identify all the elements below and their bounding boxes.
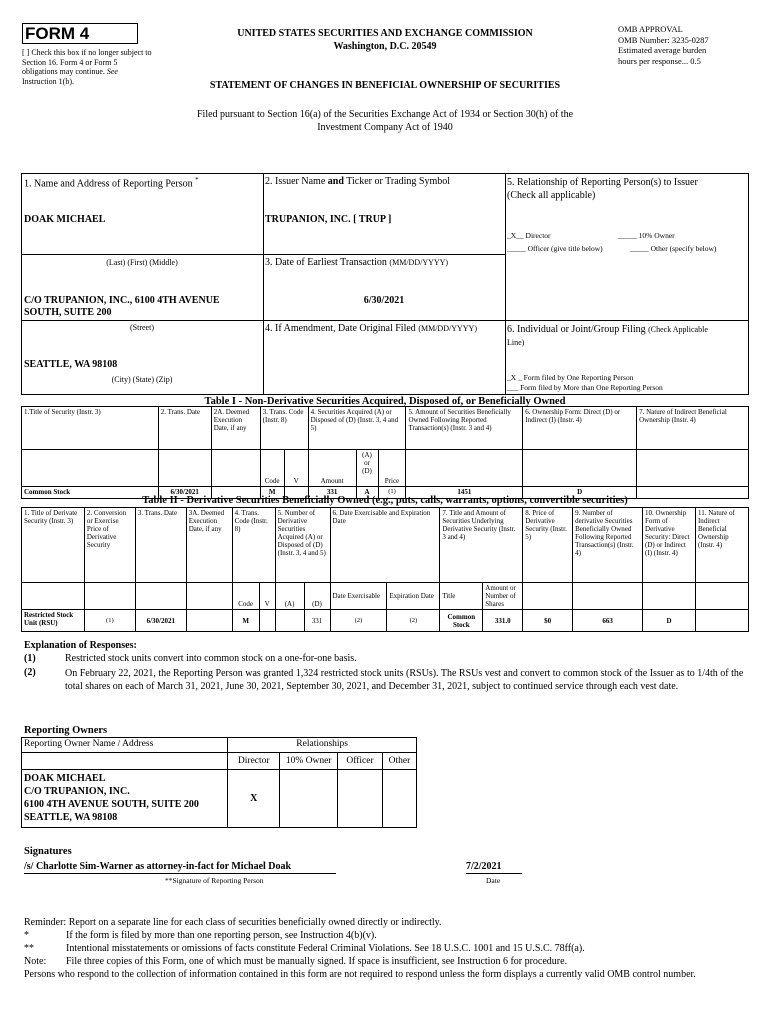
reporting-person-name: DOAK MICHAEL [24,214,106,225]
t2-h4: 4. Trans. Code (Instr. 8) [232,508,275,583]
owners-col-officer: Officer [338,753,383,770]
filed-line-1: Filed pursuant to Section 16(a) of the Securities Exchange Act of 1934 or Section 30(h) of the [196,109,574,120]
omb-line-3: Estimated average burden [618,45,707,56]
t2-sub-exercisable: Date Exercisable [330,583,387,610]
t1-h4: 4. Securities Acquired (A) or Disposed of (D) (Instr. 3, 4 and 5) [308,407,406,450]
t2-h8: 8. Price of Derivative Security (Instr. 5) [523,508,573,583]
t2-code: M [232,610,259,632]
explanation-heading: Explanation of Responses: [24,640,137,651]
box6-label: 6. Individual or Joint/Group Filing (Check Applicable Line) [507,324,708,347]
t2-h7: 7. Title and Amount of Securities Underlying Derivative Security (Instr. 3 and 4) [440,508,523,583]
owners-table [21,737,417,828]
signer-caption: **Signature of Reporting Person [165,876,264,885]
owners-col-director: Director [228,753,280,770]
t2-sub-title: Title [440,583,483,610]
t2-h9: 9. Number of derivative Securities Beneficially Owned Following Reported Transaction(s) (Instr. 4) [573,508,643,583]
owner-line-4: SEATTLE, WA 98108 [24,812,118,823]
t2-date: 6/30/2021 [135,610,186,632]
box5-label: 5. Relationship of Reporting Person(s) to Issuer (Check all applicable) [507,177,698,201]
t1-date: 6/30/2021 [158,487,211,499]
street-caption: (Street) [130,323,154,332]
t2-sub-expiration: Expiration Date [387,583,440,610]
t1-h2a: 2A. Deemed Execution Date, if any [211,407,260,450]
name-caption: (Last) (First) (Middle) [106,258,178,267]
t2-under-title: Common Stock [440,610,483,632]
t2-h3a: 3A. Deemed Execution Date, if any [186,508,232,583]
t2-sub-code: Code [232,583,259,610]
t1-h2: 2. Trans. Date [158,407,211,450]
t1-sub-amount: Amount [308,450,356,487]
footer [24,916,752,981]
date-caption: Date [486,876,501,885]
check-box-text: [ ] Check this box if no longer subject to Section 16. Form 4 or Form 5 obligations may continue. [22,48,152,77]
owner-line-3: 6100 4TH AVENUE SOUTH, SUITE 200 [24,799,199,810]
owners-col-relationships: Relationships [228,738,417,753]
t2-h3: 3. Trans. Date [135,508,186,583]
agency-city: Washington, D.C. 20549 [333,41,437,52]
t2-h10: 10. Ownership Form of Derivative Security: Direct (D) or Indirect (I) (Instr. 4) [643,508,696,583]
t2-title: Restricted Stock Unit (RSU) [22,610,85,632]
check-box-instr: Instruction 1(b). [22,76,74,86]
persons-text: Persons who respond to the collection of information contained in this form are not required to respond unless the form displays a currently valid OMB control number. [24,969,696,980]
form-title: FORM 4 [25,24,90,43]
omb-line-4: hours per response... 0.5 [618,55,701,66]
owner-line-1: DOAK MICHAEL [24,773,106,784]
t2-h1: 1. Title of Derivate Security (Instr. 3) [22,508,85,583]
box1-label-mark: * [195,176,199,184]
one-person-checkbox[interactable]: _X _ Form filed by One Reporting Person [507,373,634,382]
t1-h6: 6. Ownership Form: Direct (D) or Indirect (I) (Instr. 4) [523,407,637,450]
t2-owned: 663 [573,610,643,632]
city-caption: (City) (State) (Zip) [111,375,173,384]
t2-under-amount: 331.0 [483,610,523,632]
table2-title: Table II - Derivative Securities Beneficially Owned (e.g., puts, calls, warrants, options, convertible securities) [142,495,628,506]
reminder-text: Reminder: Report on a separate line for each class of securities beneficially owned directly or indirectly. [24,917,442,928]
t2-exercisable: (2) [330,610,387,632]
box4-label: 4. If Amendment, Date Original Filed (MM/DD/YYYY) [265,323,477,334]
footnote-1-number: (1) [24,653,36,664]
table2-row [22,610,749,632]
owners-col-other: Other [383,753,417,770]
star1-mark: * [24,930,29,941]
signer-name: /s/ Charlotte Sim-Warner as attorney-in-fact for Michael Doak [24,861,292,872]
filed-pursuant [100,109,670,134]
earliest-transaction-date: 6/30/2021 [363,295,405,306]
other-checkbox[interactable]: _____ Other (specify below) [630,244,717,253]
t1-h5: 5. Amount of Securities Beneficially Owned Following Reported Transaction(s) (Instr. 3 and 4) [406,407,523,450]
footnote-1-text: Restricted stock units convert into common stock on a one-for-one basis. [65,653,357,664]
t1-sub-price: Price [378,450,406,487]
t2-d: 331 [304,610,330,632]
star1-text: If the form is filed by more than one reporting person, see Instruction 4(b)(v). [66,930,377,941]
owners-col-name: Reporting Owner Name / Address [22,738,228,753]
issuer-name: TRUPANION, INC. [ TRUP ] [265,214,392,225]
t2-sub-v: V [259,583,275,610]
t1-h1: 1.Title of Security (Instr. 3) [22,407,159,450]
t1-ad: A [356,487,378,499]
t2-sub-amount: Amount or Number of Shares [483,583,523,610]
t1-title: Common Stock [22,487,159,499]
t1-sub-ad: (A) or (D) [356,450,378,487]
signatures-heading: Signatures [24,846,72,857]
ten-percent-owner-checkbox[interactable]: _____ 10% Owner [618,231,675,240]
street-line-2: SOUTH, SUITE 200 [24,307,112,318]
t2-h11: 11. Nature of Indirect Beneficial Ownership (Instr. 4) [695,508,748,583]
t2-form: D [643,610,696,632]
table2 [21,507,749,632]
t1-sub-v: V [284,450,308,487]
owner-director-mark: X [228,770,280,828]
statement-title: STATEMENT OF CHANGES IN BENEFICIAL OWNERSHIP OF SECURITIES [209,80,561,91]
check-box-note[interactable] [22,48,152,86]
omb-line-1: OMB APPROVAL [618,24,683,34]
t2-deriv-price: $0 [523,610,573,632]
owners-col-10-owner: 10% Owner [280,753,338,770]
owners-row [22,770,417,828]
owners-heading: Reporting Owners [24,725,108,736]
box1-label: 1. Name and Address of Reporting Person * [24,176,199,190]
omb-line-2: OMB Number: 3235-0287 [618,34,709,45]
box3-label: 3. Date of Earliest Transaction (MM/DD/YYYY) [265,257,449,268]
top-section-frame [21,173,749,395]
owner-line-2: C/O TRUPANION, INC. [24,786,130,797]
t1-amount: 331 [308,487,356,499]
t1-price: (1) [378,487,406,499]
box2-label: 2. Issuer Name and Ticker or Trading Symbol [265,176,451,187]
t2-h6: 6. Date Exercisable and Expiration Date [330,508,440,583]
t1-form: D [523,487,637,499]
t1-h3: 3. Trans. Code (Instr. 8) [260,407,308,450]
table1 [21,406,749,499]
t2-sub-a: (A) [275,583,304,610]
agency-name: UNITED STATES SECURITIES AND EXCHANGE COMMISSION [237,28,533,39]
note-text: File three copies of this Form, one of which must be manually signed. If space is insufficient, see Instruction 6 for procedure. [66,956,568,967]
t2-h5: 5. Number of Derivative Securities Acquired (A) or Disposed of (D) (Instr. 3, 4 and 5) [275,508,330,583]
note-label: Note: [24,956,47,967]
t1-owned: 1451 [406,487,523,499]
city-state-zip: SEATTLE, WA 98108 [24,359,118,370]
street-line-1: C/O TRUPANION, INC., 6100 4TH AVENUE [24,295,220,306]
footnote-2-number: (2) [24,667,36,678]
table1-title: Table I - Non-Derivative Securities Acquired, Disposed of, or Beneficially Owned [204,396,566,407]
signature-date: 7/2/2021 [466,861,502,872]
omb-box [618,24,758,67]
star2-text: Intentional misstatements or omissions of facts constitute Federal Criminal Violations. See 18 U.S.C. 1001 and 15 U.S.C. 78ff(a). [66,943,585,954]
filed-line-2: Investment Company Act of 1940 [317,121,453,133]
officer-checkbox[interactable]: _____ Officer (give title below) [507,244,603,253]
t2-h2: 2. Conversion or Exercise Price of Derivative Security [84,508,135,583]
t2-sub-d: (D) [304,583,330,610]
t1-sub-code: Code [260,450,284,487]
t2-expiration: (2) [387,610,440,632]
footnote-2-text: On February 22, 2021, the Reporting Person was granted 1,324 restricted stock units (RSUs). The RSUs vest and convert to common stock of the Issuer as to 1/4th of the total shares on each of March 31, 2021, June 30, 2021, September 30, 2021, and December 31, 2021, subject to continued service through each vest date. [65,668,744,692]
t1-h7: 7. Nature of Indirect Beneficial Ownership (Instr. 4) [637,407,749,450]
t2-price: (1) [84,610,135,632]
director-checkbox[interactable]: _X__ Director [507,231,551,240]
more-persons-checkbox[interactable]: ___ Form filed by More than One Reporting Person [507,383,663,392]
t1-code: M [260,487,284,499]
check-box-see: See [106,67,118,77]
star2-mark: ** [24,943,34,954]
